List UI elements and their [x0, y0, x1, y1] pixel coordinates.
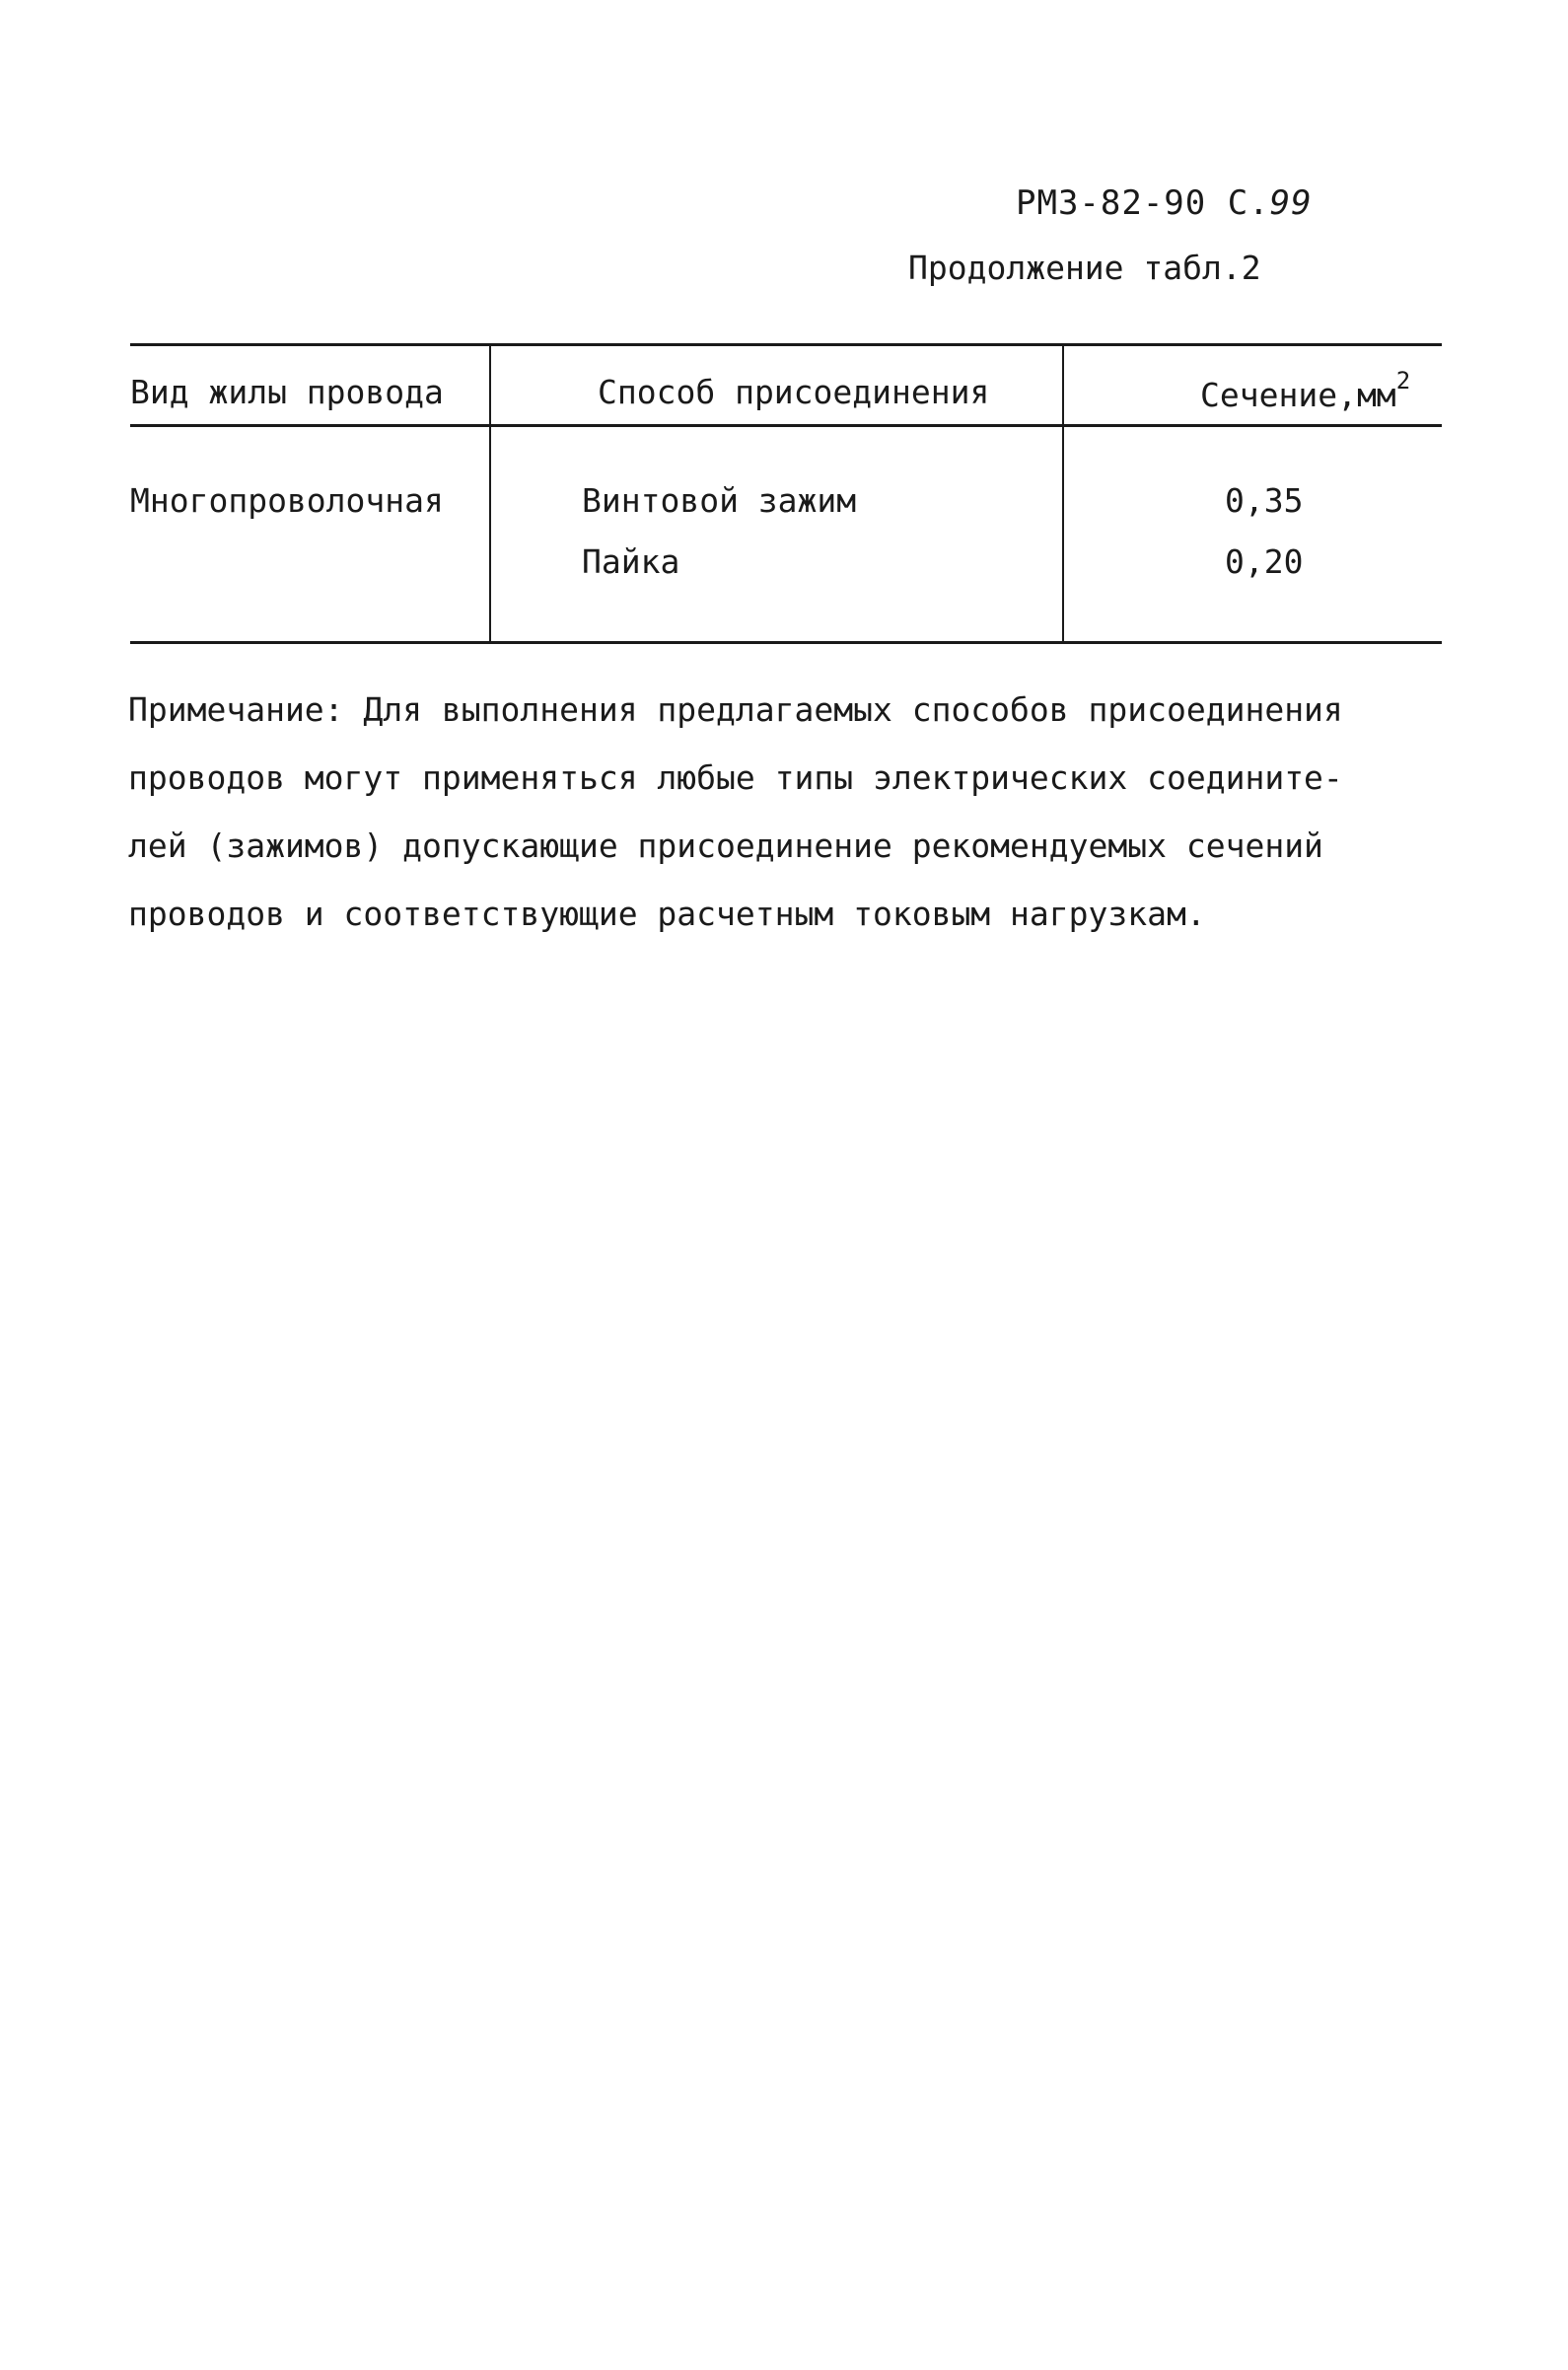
column-header-section-text: Сечение,мм	[1200, 376, 1396, 414]
column-header-wire-type: Вид жилы провода	[130, 373, 444, 411]
table-bottom-rule	[130, 641, 1442, 644]
table-cell-method: Винтовой зажим	[582, 481, 857, 520]
table-top-rule	[130, 343, 1442, 346]
table-cell-method: Пайка	[582, 542, 680, 581]
note-line: Примечание: Для выполнения предлагаемых способов присоединения	[128, 690, 1343, 729]
note-paragraph	[128, 676, 1361, 948]
page-number: 99	[1269, 183, 1313, 223]
table-cell-wire-type: Многопроволочная	[130, 481, 444, 520]
table-caption: Продолжение табл.2	[908, 249, 1261, 287]
column-header-section	[1200, 367, 1411, 414]
table-cell-section: 0,35	[1225, 481, 1304, 520]
table-header-rule	[130, 424, 1442, 427]
unit-superscript: 2	[1395, 367, 1411, 395]
note-line: лей (зажимов) допускающие присоединение рекомендуемых сечений	[128, 826, 1323, 865]
note-line: проводов и соответствующие расчетным токовым нагрузкам.	[128, 895, 1206, 933]
note-line: проводов могут применяться любые типы электрических соедините-	[128, 758, 1343, 797]
document-code-text: РМЗ-82-90 С.	[1016, 183, 1270, 223]
table-cell-section: 0,20	[1225, 542, 1304, 581]
document-code	[1016, 183, 1313, 223]
column-header-method: Способ присоединения	[598, 373, 990, 411]
column-divider-1	[489, 343, 491, 644]
wire-table	[130, 343, 1442, 645]
column-divider-2	[1062, 343, 1064, 644]
